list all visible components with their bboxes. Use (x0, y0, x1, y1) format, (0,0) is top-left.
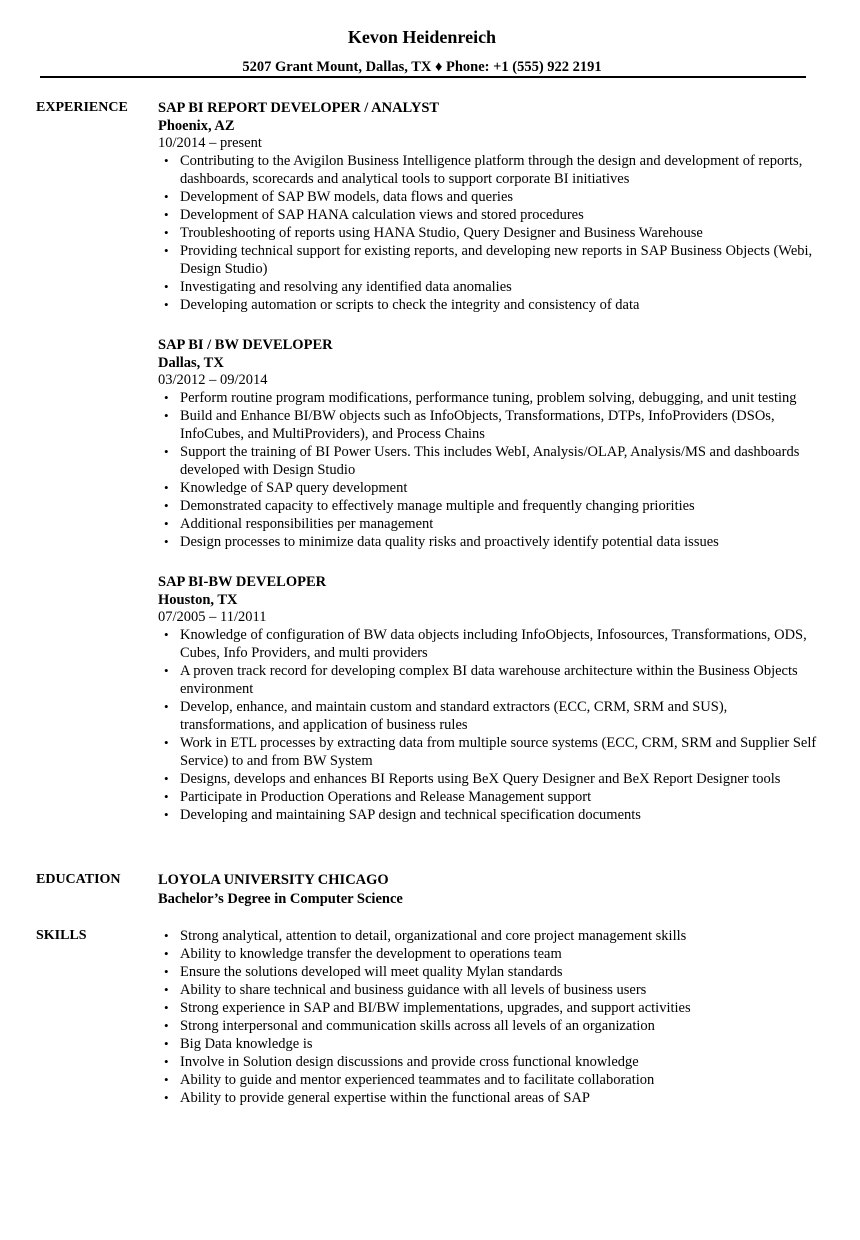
list-item: • Development of SAP BW models, data flows and queries (158, 188, 818, 206)
job-bullets (158, 626, 818, 824)
list-item: • Strong experience in SAP and BI/BW implementations, upgrades, and support activities (158, 999, 818, 1017)
section-label-experience: EXPERIENCE (36, 100, 128, 115)
list-item: • Develop, enhance, and maintain custom and standard extractors (ECC, CRM, SRM and SUS), transformations, and application of business rules (158, 698, 818, 734)
job-entry (158, 336, 818, 551)
section-label-education: EDUCATION (36, 872, 121, 887)
skills-body (158, 927, 818, 1107)
list-item: • Knowledge of SAP query development (158, 479, 818, 497)
list-item: • Design processes to minimize data quality risks and proactively identify potential data issues (158, 533, 818, 551)
header-divider (40, 76, 806, 78)
list-item: • Participate in Production Operations and Release Management support (158, 788, 818, 806)
list-item: • Big Data knowledge is (158, 1035, 818, 1053)
list-item: • Development of SAP HANA calculation views and stored procedures (158, 206, 818, 224)
job-title: SAP BI-BW DEVELOPER (158, 574, 327, 590)
list-item: • A proven track record for developing complex BI data warehouse architecture within the Business Objects environment (158, 662, 818, 698)
list-item: • Involve in Solution design discussions and provide cross functional knowledge (158, 1053, 818, 1071)
list-item: • Troubleshooting of reports using HANA Studio, Query Designer and Business Warehouse (158, 224, 818, 242)
list-item: • Designs, develops and enhances BI Reports using BeX Query Designer and BeX Report Designer tools (158, 770, 818, 788)
list-item: • Knowledge of configuration of BW data objects including InfoObjects, Infosources, Transformations, ODS, Cubes, Info Providers, and multi providers (158, 626, 818, 662)
job-location: Houston, TX (158, 592, 238, 608)
job-dates: 03/2012 – 09/2014 (158, 372, 268, 388)
list-item: • Additional responsibilities per management (158, 515, 818, 533)
list-item: • Perform routine program modifications, performance tuning, problem solving, debugging, and unit testing (158, 389, 818, 407)
list-item: • Ensure the solutions developed will meet quality Mylan standards (158, 963, 818, 981)
degree: Bachelor’s Degree in Computer Science (158, 891, 403, 907)
job-title: SAP BI / BW DEVELOPER (158, 337, 333, 353)
job-location: Dallas, TX (158, 355, 224, 371)
experience-body (158, 99, 818, 844)
list-item: • Demonstrated capacity to effectively manage multiple and frequently changing priorities (158, 497, 818, 515)
contact-line: 5207 Grant Mount, Dallas, TX ♦ Phone: +1 (555) 922 2191 (242, 59, 602, 75)
list-item: • Providing technical support for existing reports, and developing new reports in SAP Business Objects (Webi, Design Studio) (158, 242, 818, 278)
list-item: • Work in ETL processes by extracting data from multiple source systems (ECC, CRM, SRM and Supplier Self Service) to and from BW System (158, 734, 818, 770)
list-item: • Ability to guide and mentor experienced teammates and to facilitate collaboration (158, 1071, 818, 1089)
list-item: • Build and Enhance BI/BW objects such as InfoObjects, Transformations, DTPs, InfoProviders (DSOs, InfoCubes, and MultiProviders), and Process Chains (158, 407, 818, 443)
list-item: • Ability to provide general expertise within the functional areas of SAP (158, 1089, 818, 1107)
list-item: • Support the training of BI Power Users. This includes WebI, Analysis/OLAP, Analysis/MS and dashboards developed with Design Studio (158, 443, 818, 479)
list-item: • Contributing to the Avigilon Business Intelligence platform through the design and development of reports, dashboards, scorecards and analytical tools to support corporate BI initiatives (158, 152, 818, 188)
job-title: SAP BI REPORT DEVELOPER / ANALYST (158, 100, 440, 116)
candidate-name: Kevon Heidenreich (347, 27, 497, 47)
job-dates: 10/2014 – present (158, 135, 262, 151)
education-body (158, 871, 818, 909)
list-item: • Ability to knowledge transfer the development to operations team (158, 945, 818, 963)
list-item: • Developing automation or scripts to check the integrity and consistency of data (158, 296, 818, 314)
job-bullets (158, 152, 818, 314)
list-item: • Strong analytical, attention to detail, organizational and core project management skills (158, 927, 818, 945)
list-item: • Developing and maintaining SAP design and technical specification documents (158, 806, 818, 824)
skills-list (158, 927, 818, 1107)
job-location: Phoenix, AZ (158, 118, 235, 134)
section-label-skills: SKILLS (36, 928, 87, 943)
list-item: • Strong interpersonal and communication skills across all levels of an organization (158, 1017, 818, 1035)
school-name: LOYOLA UNIVERSITY CHICAGO (158, 872, 389, 888)
job-entry (158, 99, 818, 314)
job-dates: 07/2005 – 11/2011 (158, 609, 267, 625)
job-bullets (158, 389, 818, 551)
list-item: • Investigating and resolving any identified data anomalies (158, 278, 818, 296)
job-entry (158, 573, 818, 824)
list-item: • Ability to share technical and business guidance with all levels of business users (158, 981, 818, 999)
